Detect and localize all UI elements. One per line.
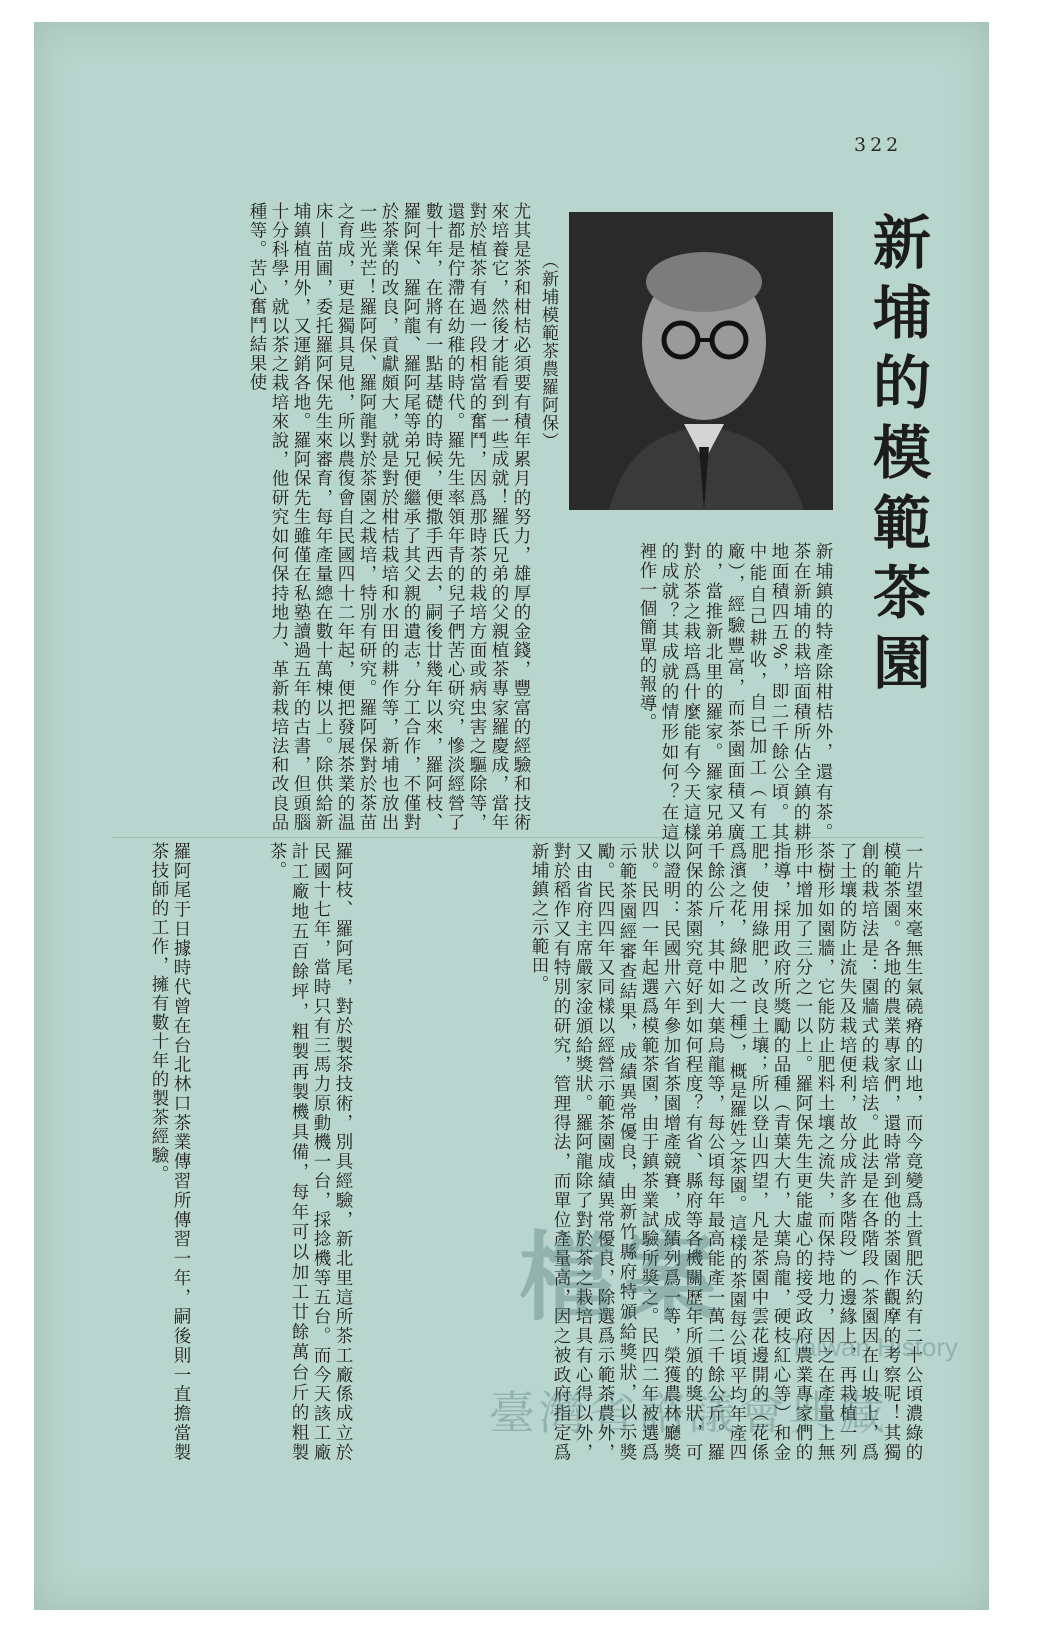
intro-paragraph: 新埔鎮的特產除柑桔外，還有茶。茶在新埔的栽培面積所佔全鎮的耕地面積四五%，即二千餘公頃。其中能自己耕收，自已加工（有工廠），經驗豐富，而茶園面積又廣的，當推新北里的羅家。羅家兄弟對於茶之栽培爲什麼能有今天這樣的成就？其成就的情形如何？在這裡作一個簡單的報導。 bbox=[637, 542, 833, 842]
upper-body-text: 尤其是茶和柑桔必須要有積年累月的努力，雄厚的金錢，豐富的經驗和技術來培養它，然後才能看到一些成就！羅氏兄弟的父親植茶專家羅慶成，當年對於植茶有過一段相當的奮鬥，因爲那時茶的栽培方面或病虫害之驅除等，還都是佇滯在幼稚的時代。羅先生率領年青的兒子們苦心研究，慘淡經營了數十年，在將有一點基礎的時候，便撒手西去，嗣後廿幾年以來，羅阿枝、羅阿保、羅阿龍、羅阿尾等弟兄便繼承了其父親的遺志，分工合作，不僅對於茶業的改良，貢獻頗大，就是對於柑桔栽培和水田的耕作等，新埔也放出一些光芒！羅阿保、羅阿龍對於茶園之栽培，特別有研究。羅阿保對於茶苗之育成，更是獨具見他，所以農復會自民國四十二年起，便把發展茶業的温床—苗圃，委托羅阿保先生來審育，每年產量總在數十萬棟以上。除供給新埔鎮植用外，又運銷各地。羅阿保先生雖僅在私塾讀過五年的古書，但頭腦十分科學，就以茶之栽培來說，他研究如何保持地力、革新栽培法和改良品種等。苦心奮鬥結果使 bbox=[247, 202, 531, 832]
portrait-image bbox=[569, 212, 833, 510]
lower-body-text-middle: 羅阿枝、羅阿尾，對於製茶技術，別具經驗，新北里這所茶工廠係成立於民國十七年，當時只有三馬力原動機一台，採捻機等五台。而今天該工廠計工廠地五百餘坪，粗製再製機具備，每年可以加工廿餘萬台斤的粗製茶。 bbox=[267, 842, 353, 1462]
photo-caption: （新埔模範茶農羅阿保） bbox=[538, 252, 558, 450]
page-number: 322 bbox=[854, 134, 903, 156]
lower-body-text-right: 一片望來毫無生氣磽瘠的山地，而今竟變爲土質肥沃約有二十公頃濃綠的模範茶園。各地的農業專家們，還時常到他的茶園作觀摩的考察呢！其獨創的栽培法是：園牆式的栽培法。此法是在各階段（茶園因在山坡上，爲了土壤的防止流失及栽培便利，故分成許多階段）的邊緣上，再栽植一列茶樹形如園牆，它能防止肥料土壤之流失，而保持地力，因之在產量上無形中增加了三分之一以上。羅阿保先生更能虛心的接受政府農業專家們的指導，採用政府所獎勵的品種（青葉大冇，大葉烏龍，硬枝紅心等）和金肥，使用綠肥，改良土壤；所以登山四望，凡是茶園中雲花邊開的（花係爲濱之花，綠肥之一種），概是羅姓之茶園。這樣的茶園每公頃平均年產四千餘公斤，其中如大葉烏龍等，每公頃每年最高能產一萬二千餘公斤。羅阿保的茶園究竟好到如何程度？有省、縣府等各機關歷年所頒的獎狀，可以證明：民國卅六年參加省茶園增產競賽，成績列爲一等，榮獲農林廳獎狀。民四一年起選爲模範茶園，由于鎮茶業試驗所獎之。民四二年被選爲示範茶園經審查結果，成績異常優良，由新竹縣府特頒給獎狀，以示獎勵。民四四年又同樣以經營示範茶園成績異常優良，除選爲示範茶農外，又由省府主席嚴家淦頒給獎狀。羅阿龍除了對於茶之栽培具有心得以外，對於稻作又有特別的研究，管理得法，而單位產量高，因之被政府指定爲新埔鎮之示範田。 bbox=[529, 842, 923, 1462]
watermark-logo-text: 檔案 bbox=[519, 1221, 723, 1334]
section-divider bbox=[112, 837, 924, 838]
magazine-page bbox=[34, 22, 989, 1610]
portrait-photo bbox=[569, 212, 833, 510]
lower-body-text-left: 羅阿尾于日據時代曾在台北林口茶業傳習所傳習一年，嗣後則一直擔當製茶技師的工作，擁有數十年的製茶經驗。 bbox=[149, 842, 191, 1462]
article-title: 新埔的模範茶園 bbox=[863, 212, 931, 702]
watermark-english-text: Taiwan History bbox=[789, 1332, 959, 1362]
watermark-institution-text: 臺灣省諮議會典藏 bbox=[489, 1386, 889, 1440]
portrait-figure bbox=[569, 212, 833, 510]
